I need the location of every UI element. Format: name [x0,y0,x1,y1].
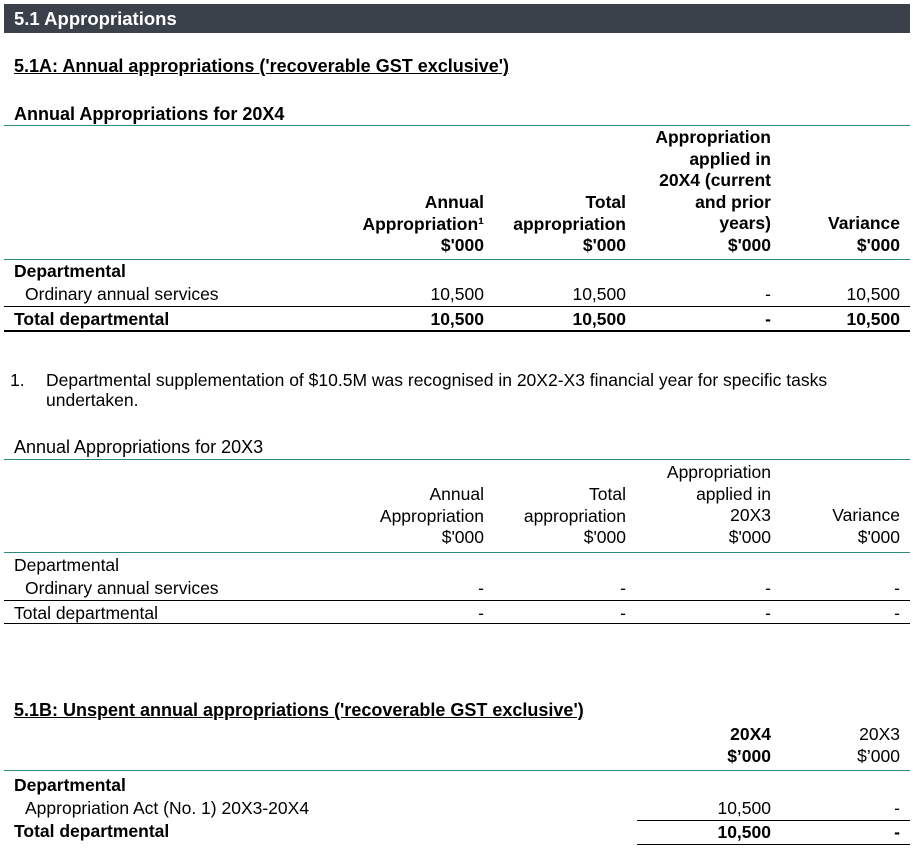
total-value: 10,500 [846,309,900,329]
total-bottom-rule [637,844,910,845]
row-value: 10,500 [572,284,626,304]
total-value: 10,500 [717,822,771,842]
col-variance-header: Variance $'000 [828,213,900,255]
total-value: - [620,603,626,623]
row-label: Appropriation Act (No. 1) 20X3-20X4 [25,798,310,818]
row-value: 10,500 [717,798,771,818]
total-value: - [478,603,484,623]
footnote-text: Departmental supplementation of $10.5M was recognised in 20X2-X3 financial year for specific tasks undertaken. [46,370,828,410]
row-value: - [894,578,900,598]
section-banner: 5.1 Appropriations [4,4,910,33]
row-value: - [765,284,771,304]
col-20x4-header: 20X4 $’000 [727,724,771,766]
col-20x3-header: 20X3 $’000 [857,724,900,766]
total-top-rule [637,820,910,821]
col-total-appropriation-header: Total appropriation $'000 [513,192,626,255]
table-20x4-title: Annual Appropriations for 20X4 [14,104,285,124]
row-value: - [765,578,771,598]
total-value: - [765,603,771,623]
group-departmental: Departmental [14,775,126,795]
total-bottom-rule [4,623,910,624]
section-5-1b-heading: 5.1B: Unspent annual appropriations ('recoverable GST exclusive') [14,700,584,720]
table-20x3-title-rule [4,459,910,460]
table-20x4-title-rule [4,125,910,126]
col-variance-header: Variance $'000 [832,505,900,547]
section-5-1b-header-rule [4,770,910,771]
col-appropriation-applied-header: Appropriation applied in 20X4 (current and prior years) $'000 [655,127,771,255]
table-20x3-title: Annual Appropriations for 20X3 [14,437,264,457]
table-20x3-header-rule [4,552,910,553]
total-label: Total departmental [14,603,158,623]
row-value: 10,500 [846,284,900,304]
row-value: - [620,578,626,598]
row-label: Ordinary annual services [25,578,219,598]
total-value: 10,500 [430,309,484,329]
row-value: 10,500 [430,284,484,304]
total-top-rule [4,600,910,601]
row-value: - [894,798,900,818]
total-top-rule [4,306,910,307]
col-annual-appropriation-header: Annual Appropriation $'000 [379,484,484,547]
total-label: Total departmental [14,309,170,329]
total-label: Total departmental [14,821,170,841]
col-annual-appropriation-header: Annual Appropriation¹ $'000 [362,192,484,255]
section-5-1a-heading: 5.1A: Annual appropriations ('recoverable GST exclusive') [14,56,510,76]
total-value: 10,500 [572,309,626,329]
table-20x4-header-rule [4,259,910,260]
row-label: Ordinary annual services [25,284,219,304]
row-value: - [478,578,484,598]
total-bottom-rule [4,330,910,332]
total-value: - [894,822,900,842]
footnote-number: 1. [10,370,25,390]
group-departmental: Departmental [14,261,126,281]
group-departmental: Departmental [14,555,120,575]
total-value: - [894,603,900,623]
col-appropriation-applied-header: Appropriation applied in 20X3 $'000 [666,462,771,547]
col-total-appropriation-header: Total appropriation $'000 [523,484,626,547]
total-value: - [765,309,771,329]
